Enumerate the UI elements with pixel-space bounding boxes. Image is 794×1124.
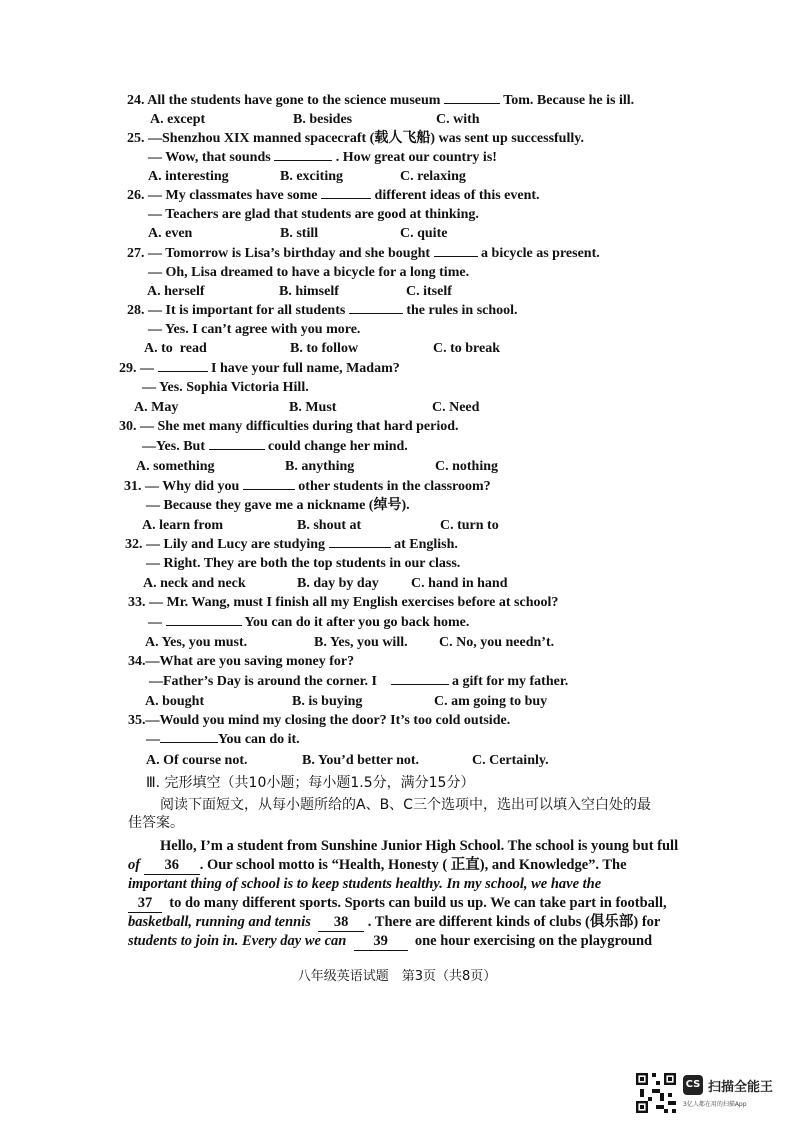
q29-line-1: 29. — I have your full name, Madam?: [119, 361, 400, 376]
answer-blank[interactable]: [349, 302, 403, 314]
passage-line-3: important thing of school is to keep students healthy. In my school, we have the: [128, 876, 602, 892]
answer-blank[interactable]: [209, 438, 265, 450]
option-c[interactable]: C. itself: [406, 284, 452, 299]
cloze-blank-36[interactable]: 36: [144, 857, 200, 875]
q27-line-2: — Oh, Lisa dreamed to have a bicycle for a long time.: [148, 265, 470, 280]
q25-line-1: 25. —Shenzhou XIX manned spacecraft (载人飞船) was sent up successfully.: [127, 131, 584, 146]
answer-blank[interactable]: [391, 673, 449, 685]
option-b[interactable]: B. Yes, you will.: [314, 635, 408, 650]
option-b[interactable]: B. still: [280, 226, 319, 241]
q34-line-2: —Father’s Day is around the corner. I a gift for my father.: [149, 674, 569, 689]
option-a[interactable]: A. Of course not.: [146, 753, 248, 768]
answer-blank[interactable]: [166, 614, 242, 626]
option-c[interactable]: C. hand in hand: [411, 576, 508, 591]
q29-line-2: — Yes. Sophia Victoria Hill.: [142, 380, 309, 395]
answer-blank[interactable]: [434, 245, 478, 257]
q30-line-2: —Yes. But could change her mind.: [142, 439, 408, 454]
passage-line-1: Hello, I’m a student from Sunshine Junior High School. The school is young but full: [160, 838, 679, 854]
option-b[interactable]: B. anything: [285, 459, 355, 474]
q32-line-2: — Right. They are both the top students in our class.: [146, 556, 461, 571]
answer-blank[interactable]: [243, 478, 295, 490]
q27-line-1: 27. — Tomorrow is Lisa’s birthday and she bought a bicycle as present.: [127, 246, 600, 261]
q34-line-1: 34.—What are you saving money for?: [128, 654, 355, 669]
option-c[interactable]: C. Need: [432, 400, 480, 415]
option-b[interactable]: B. is buying: [292, 694, 363, 709]
answer-blank[interactable]: [274, 149, 332, 161]
option-a[interactable]: A. May: [134, 400, 179, 415]
option-b[interactable]: B. exciting: [280, 169, 343, 184]
page-footer: 八年级英语试题 第3页（共8页）: [297, 969, 497, 984]
answer-blank[interactable]: [321, 187, 371, 199]
q35-line-1: 35.—Would you mind my closing the door? It’s too cold outside.: [128, 713, 511, 728]
q33-line-2: — You can do it after you go back home.: [148, 615, 470, 630]
qr-code-icon: [636, 1073, 676, 1113]
passage-line-5: basketball, running and tennis 38 . There are different kinds of clubs (俱乐部) for: [128, 914, 661, 930]
q24-line-1: 24. All the students have gone to the science museum Tom. Because he is ill.: [127, 93, 635, 108]
option-a[interactable]: A. something: [136, 459, 215, 474]
option-c[interactable]: C. quite: [400, 226, 448, 241]
q28-line-1: 28. — It is important for all students the rules in school.: [127, 303, 518, 318]
option-c[interactable]: C. am going to buy: [434, 694, 548, 709]
q33-line-1: 33. — Mr. Wang, must I finish all my English exercises before at school?: [128, 595, 559, 610]
passage-line-2: of 36 . Our school motto is “Health, Honesty ( 正直), and Knowledge”. The: [128, 857, 627, 873]
q31-line-2: — Because they gave me a nickname (绰号).: [146, 498, 410, 513]
option-a[interactable]: A. interesting: [148, 169, 229, 184]
answer-blank[interactable]: [158, 360, 208, 372]
camscanner-name: 扫描全能王: [708, 1080, 774, 1095]
option-a[interactable]: A. herself: [147, 284, 205, 299]
option-c[interactable]: C. nothing: [435, 459, 499, 474]
option-a[interactable]: A. Yes, you must.: [145, 635, 248, 650]
option-b[interactable]: B. Must: [289, 400, 337, 415]
option-a[interactable]: A. neck and neck: [143, 576, 246, 591]
option-b[interactable]: B. shout at: [297, 518, 362, 533]
camscanner-logo-icon: CS: [683, 1075, 703, 1095]
q35-line-2: — You can do it.: [146, 732, 300, 747]
option-c[interactable]: C. with: [436, 112, 480, 127]
option-a[interactable]: A. bought: [145, 694, 205, 709]
passage-line-4: 37 to do many different sports. Sports can build us up. We can take part in football,: [128, 895, 667, 913]
option-a[interactable]: A. even: [148, 226, 193, 241]
answer-blank[interactable]: [160, 731, 218, 743]
q26-line-1: 26. — My classmates have some different ideas of this event.: [127, 188, 540, 203]
section-instruction-cont: 佳答案。: [128, 815, 184, 831]
cloze-blank-37[interactable]: 37: [128, 895, 162, 913]
option-b[interactable]: B. besides: [293, 112, 353, 127]
option-b[interactable]: B. to follow: [290, 341, 359, 356]
option-c[interactable]: C. No, you needn’t.: [439, 635, 555, 650]
option-a[interactable]: A. to read: [144, 341, 207, 356]
option-a[interactable]: A. except: [150, 112, 206, 127]
option-c[interactable]: C. relaxing: [400, 169, 466, 184]
q30-line-1: 30. — She met many difficulties during that hard period.: [119, 419, 459, 434]
section-instruction: 阅读下面短文，从每小题所给的A、B、C三个选项中，选出可以填入空白处的最: [160, 797, 651, 813]
option-b[interactable]: B. himself: [279, 284, 339, 299]
option-c[interactable]: C. turn to: [440, 518, 499, 533]
q31-line-1: 31. — Why did you other students in the classroom?: [124, 479, 491, 494]
cloze-blank-38[interactable]: 38: [318, 914, 364, 932]
section-title: Ⅲ. 完形填空（共10小题；每小题1.5分，满分15分）: [146, 775, 475, 791]
answer-blank[interactable]: [329, 536, 391, 548]
q28-line-2: — Yes. I can’t agree with you more.: [148, 322, 361, 337]
camscanner-tagline: 3亿人都在用的扫描App: [683, 1101, 747, 1108]
cloze-blank-39[interactable]: 39: [354, 933, 408, 951]
option-c[interactable]: C. to break: [433, 341, 501, 356]
q25-line-2: — Wow, that sounds . How great our country is!: [148, 150, 497, 165]
passage-line-6: students to join in. Every day we can 39 one hour exercising on the playground: [128, 933, 653, 949]
answer-blank[interactable]: [444, 92, 500, 104]
option-c[interactable]: C. Certainly.: [472, 753, 549, 768]
option-b[interactable]: B. You’d better not.: [302, 753, 420, 768]
option-b[interactable]: B. day by day: [297, 576, 379, 591]
q32-line-1: 32. — Lily and Lucy are studying at English.: [125, 537, 458, 552]
q26-line-2: — Teachers are glad that students are good at thinking.: [148, 207, 479, 222]
option-a[interactable]: A. learn from: [142, 518, 223, 533]
